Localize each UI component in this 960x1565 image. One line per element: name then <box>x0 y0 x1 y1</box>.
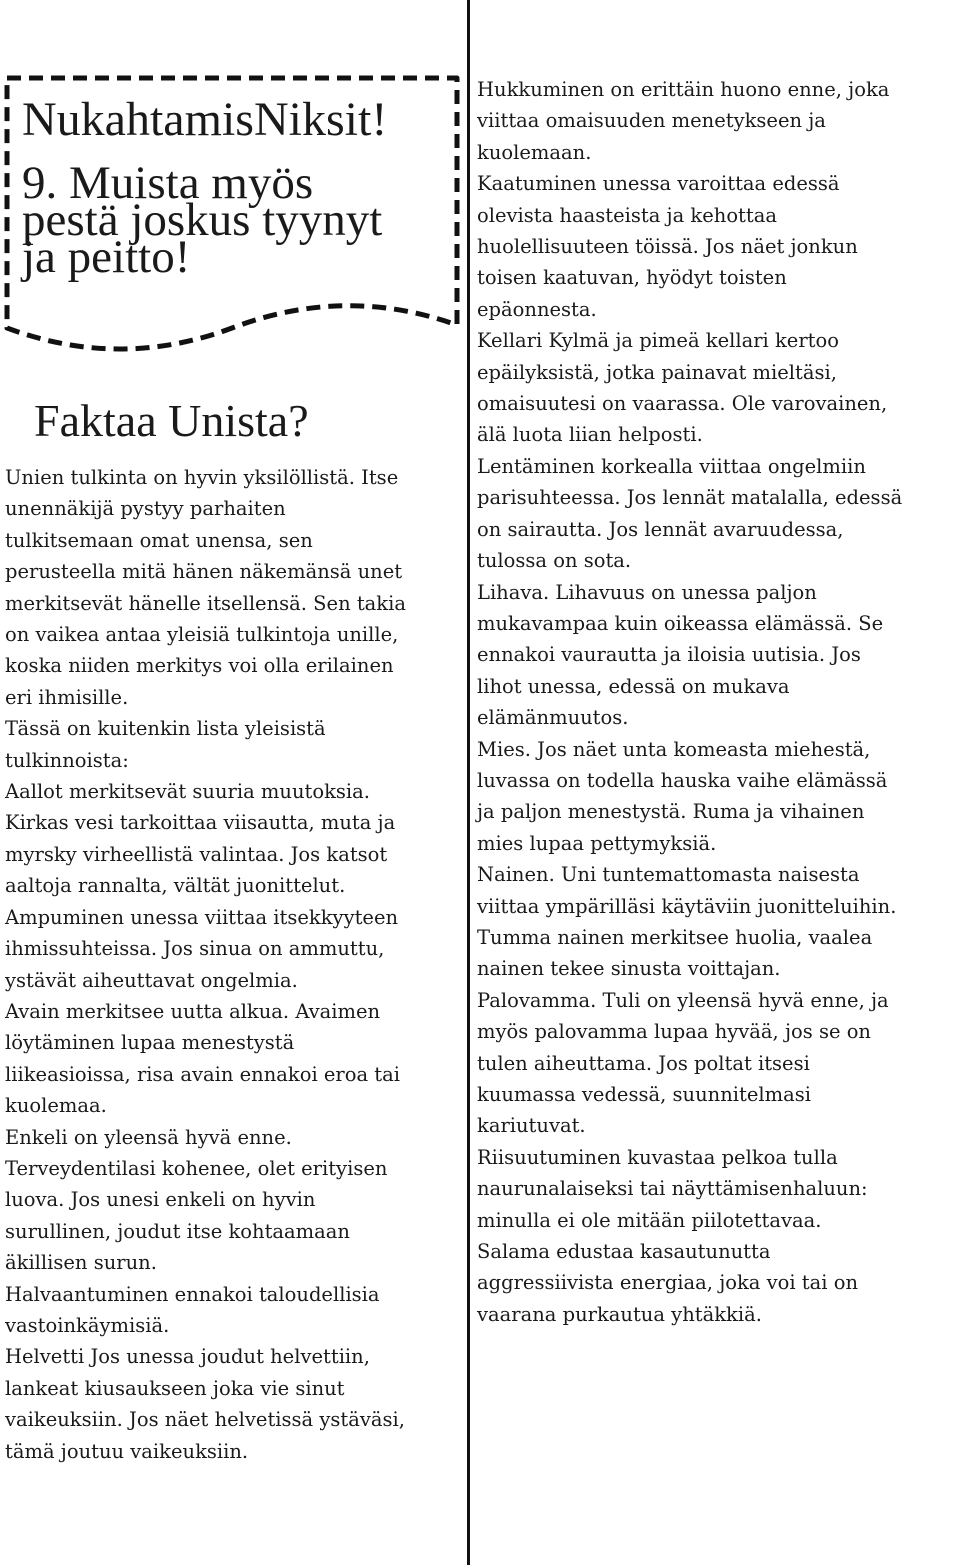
text-line: Nainen. Uni tuntemattomasta naisesta <box>477 863 860 887</box>
text-line: toisen kaatuvan, hyödyt toisten <box>477 266 787 290</box>
text-line: löytäminen lupaa menestystä <box>5 1031 295 1055</box>
left-column-text <box>5 462 460 1467</box>
tip-title <box>22 157 452 283</box>
text-line: vaikeuksiin. Jos näet helvetissä ystäväsi, <box>5 1408 405 1432</box>
text-line: eri ihmisille. <box>5 685 129 709</box>
text-line: luvassa on todella hauska vaihe elämässä <box>477 768 888 792</box>
text-line: Kaatuminen unessa varoittaa edessä <box>477 172 840 196</box>
text-line: Mies. Jos näet unta komeasta miehestä, <box>477 737 871 761</box>
text-line: lihot unessa, edessä on mukava <box>477 674 790 698</box>
text-line: äkillisen surun. <box>5 1251 157 1275</box>
text-line: mukavampaa kuin oikeassa elämässä. Se <box>477 611 884 635</box>
text-line: Palovamma. Tuli on yleensä hyvä enne, ja <box>477 988 889 1012</box>
text-line: elämänmuutos. <box>477 706 629 730</box>
site-title: NukahtamisNiksit! <box>22 93 388 146</box>
text-line: on vaikea antaa yleisiä tulkintoja unille, <box>5 623 399 647</box>
text-line: epäilyksistä, jotka painavat mieltäsi, <box>477 360 837 384</box>
text-line: vaarana purkautua yhtäkkiä. <box>477 1302 762 1326</box>
text-line: kariutuvat. <box>477 1114 586 1138</box>
text-line: Kellari Kylmä ja pimeä kellari kertoo <box>477 329 839 353</box>
text-line: ystävät aiheuttavat ongelmia. <box>5 968 298 992</box>
text-line: merkitsevät hänelle itsellensä. Sen takia <box>5 591 406 615</box>
text-line: tulossa on sota. <box>477 549 632 573</box>
text-line: Enkeli on yleensä hyvä enne. <box>5 1125 292 1149</box>
text-line: kuolemaan. <box>477 140 592 164</box>
text-line: mies lupaa pettymyksiä. <box>477 831 717 855</box>
text-line: Tumma nainen merkitsee huolia, vaalea <box>477 925 873 949</box>
text-line: parisuhteessa. Jos lennät matalalla, edessä <box>477 486 903 510</box>
text-line: lankeat kiusaukseen joka vie sinut <box>5 1376 345 1400</box>
text-line: Kirkas vesi tarkoittaa viisautta, muta ja <box>5 811 396 835</box>
text-line: älä luota liian helposti. <box>477 423 703 447</box>
text-line: Riisuutuminen kuvastaa pelkoa tulla <box>477 1145 838 1169</box>
text-line: ja paljon menestystä. Ruma ja vihainen <box>477 800 865 824</box>
text-line: on sairautta. Jos lennät avaruudessa, <box>477 517 844 541</box>
text-line: surullinen, joudut itse kohtaamaan <box>5 1219 350 1243</box>
text-line: aggressiivista energiaa, joka voi tai on <box>477 1271 859 1295</box>
text-line: viittaa omaisuuden menetykseen ja <box>477 109 826 133</box>
text-line: tämä joutuu vaikeuksiin. <box>5 1439 249 1463</box>
text-line: Avain merkitsee uutta alkua. Avaimen <box>5 999 381 1023</box>
text-line: koska niiden merkitys voi olla erilainen <box>5 654 394 678</box>
text-line: epäonnesta. <box>477 297 597 321</box>
text-line: Ampuminen unessa viittaa itsekkyyteen <box>5 905 399 929</box>
text-line: Unien tulkinta on hyvin yksilöllistä. Itse <box>5 466 399 489</box>
text-line: kuolemaa. <box>5 1094 107 1118</box>
text-line: Lentäminen korkealla viittaa ongelmiin <box>477 454 866 478</box>
text-line: Halvaantuminen ennakoi taloudellisia <box>5 1282 380 1306</box>
text-line: myrsky virheellistä valintaa. Jos katsot <box>5 842 388 866</box>
text-line: Aallot merkitsevät suuria muutoksia. <box>5 780 370 804</box>
text-line: Salama edustaa kasautunutta <box>477 1240 771 1264</box>
tip-title-line: ja peitto! <box>22 231 191 283</box>
text-line: olevista haasteista ja kehottaa <box>477 203 777 227</box>
text-line: vastoinkäymisiä. <box>5 1313 170 1337</box>
right-column-text <box>477 74 957 1330</box>
text-line: Tässä on kuitenkin lista yleisistä <box>5 717 326 741</box>
text-line: Hukkuminen on erittäin huono enne, joka <box>477 78 890 101</box>
text-line: naurunalaiseksi tai näyttämisenhaluun: <box>477 1177 868 1201</box>
text-line: ihmissuhteissa. Jos sinua on ammuttu, <box>5 937 385 961</box>
text-line: liikeasioissa, risa avain ennakoi eroa tai <box>5 1062 400 1086</box>
text-line: Lihava. Lihavuus on unessa paljon <box>477 580 817 604</box>
text-line: omaisuutesi on vaarassa. Ole varovainen, <box>477 392 888 416</box>
tip-title-line: pestä joskus tyynyt <box>22 194 383 246</box>
text-line: ennakoi vaurautta ja iloisia uutisia. Jos <box>477 643 861 667</box>
text-line: tulkitsemaan omat unensa, sen <box>5 528 313 552</box>
text-line: minulla ei ole mitään piilotettavaa. <box>477 1208 822 1232</box>
text-line: myös palovamma lupaa hyvää, jos se on <box>477 1020 871 1044</box>
text-line: huolellisuuteen töissä. Jos näet jonkun <box>477 235 858 259</box>
text-line: tulkinnoista: <box>5 748 129 772</box>
text-line: Terveydentilasi kohenee, olet erityisen <box>5 1156 388 1180</box>
text-line: kuumassa vedessä, suunnitelmasi <box>477 1083 811 1106</box>
text-line: unennäkijä pystyy parhaiten <box>5 497 286 521</box>
tip-title-line: 9. Muista myös <box>22 157 314 209</box>
text-line: luova. Jos unesi enkeli on hyvin <box>5 1188 316 1212</box>
text-line: viittaa ympärilläsi käytäviin juonitteluihin. <box>477 894 897 918</box>
text-line: tulen aiheuttama. Jos poltat itsesi <box>477 1051 810 1075</box>
text-line: aaltoja rannalta, vältät juonittelut. <box>5 874 346 898</box>
section-title: Faktaa Unista? <box>34 395 309 446</box>
text-line: Helvetti Jos unessa joudut helvettiin, <box>5 1345 370 1369</box>
text-line: perusteella mitä hänen näkemänsä unet <box>5 560 403 584</box>
text-line: nainen tekee sinusta voittajan. <box>477 957 781 981</box>
